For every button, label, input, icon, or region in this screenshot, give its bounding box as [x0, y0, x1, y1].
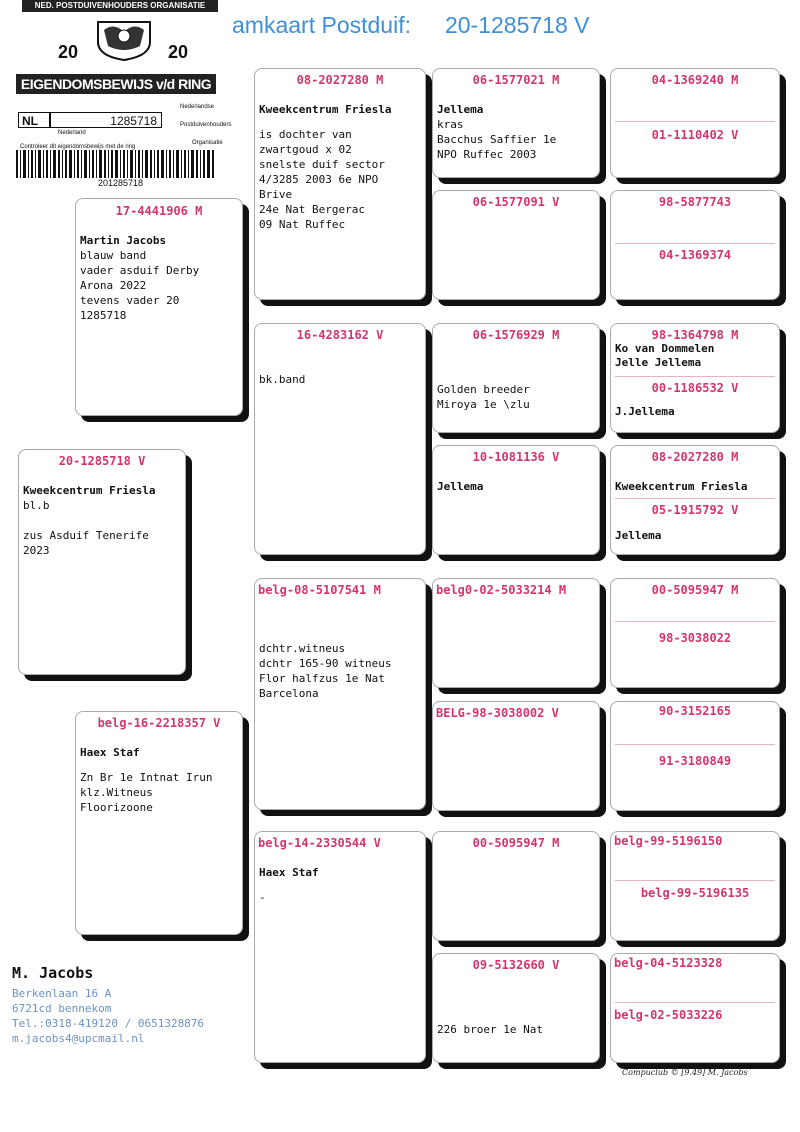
- breeder-name: Ko van Dommelen Jelle Jellema: [615, 342, 715, 369]
- certificate-year-left: 20: [58, 42, 79, 62]
- pigeon-notes: bk.band: [259, 373, 306, 386]
- breeder-name: Jellema: [437, 480, 484, 493]
- pedigree-card-mfm: [432, 701, 600, 811]
- pedigree-card-fff: [432, 68, 600, 178]
- pigeon-notes: -: [259, 891, 266, 904]
- ring-number: 00-5095947 M: [472, 836, 560, 850]
- ownership-certificate: [8, 0, 232, 192]
- ring-number: belg-99-5196135: [640, 886, 750, 900]
- ring-number: 08-2027280 M: [651, 450, 739, 464]
- pigeon-notes: blauw band vader asduif Derby Arona 2022 tevens vader 20 1285718: [80, 249, 200, 322]
- ring-number: 98-3038022: [658, 631, 732, 645]
- ring-number: 06-1577021 M: [472, 73, 560, 87]
- ring-number: 98-5877743: [658, 195, 732, 209]
- certificate-ring-number: 1285718: [50, 112, 162, 128]
- owner-name: M. Jacobs: [12, 964, 94, 982]
- pedigree-card-pair-6: [610, 701, 780, 811]
- ring-number: belg-16-2218357 V: [97, 716, 221, 730]
- pedigree-card-fmf: [432, 323, 600, 433]
- card-divider: [615, 376, 775, 377]
- breeder-name: Jellema: [615, 529, 662, 542]
- ring-number: 00-5095947 M: [651, 583, 739, 597]
- certificate-side-text: Nederlandse: [180, 104, 215, 110]
- title-label: amkaart Postduif:: [232, 12, 411, 38]
- breeder-name: Kweekcentrum Friesla: [615, 480, 748, 493]
- ring-number: belg-99-5196150: [614, 834, 723, 848]
- barcode-number: 201285718: [98, 178, 144, 188]
- pigeon-notes: Zn Br 1e Intnat Irun klz.Witneus Floorizoone: [80, 771, 213, 814]
- pedigree-card-pair-2: [610, 190, 780, 300]
- breeder-name: Kweekcentrum Friesla: [23, 484, 156, 497]
- pedigree-card-mmm: [432, 953, 600, 1063]
- certificate-side-text: Postduivenhouders: [180, 122, 232, 128]
- ring-number: 10-1081136 V: [472, 450, 560, 464]
- country-code: NL: [18, 112, 50, 128]
- ring-number: 91-3180849: [658, 754, 732, 768]
- pigeon-notes: bl.b zus Asduif Tenerife 2023: [23, 499, 149, 557]
- ring-number: 00-1186532 V: [651, 381, 739, 395]
- barcode-icon: [16, 150, 216, 178]
- breeder-name: Haex Staf: [80, 746, 140, 759]
- pedigree-card-fm: [254, 323, 426, 555]
- ring-number: belg-14-2330544 V: [258, 836, 381, 850]
- certificate-banner: EIGENDOMSBEWIJS v/d RING: [16, 74, 216, 94]
- owner-contact: [12, 964, 204, 1046]
- pigeon-notes: kras Bacchus Saffier 1e NPO Ruffec 2003: [437, 118, 557, 161]
- ring-number: belg0-02-5033214 M: [436, 583, 567, 597]
- pigeon-notes: dchtr.witneus dchtr 165-90 witneus Flor halfzus 1e Nat Barcelona: [259, 642, 392, 700]
- ring-number: 06-1576929 M: [472, 328, 560, 342]
- ring-number: 01-1110402 V: [651, 128, 739, 142]
- card-divider: [615, 744, 775, 745]
- page-title: [232, 12, 589, 39]
- pedigree-card-mother: [75, 711, 243, 935]
- pedigree-card-mm: [254, 831, 426, 1063]
- pigeon-notes: 226 broer 1e Nat: [437, 1023, 543, 1036]
- owner-city: 6721cd bennekom: [12, 1002, 112, 1015]
- pedigree-card-pair-1: [610, 68, 780, 178]
- pedigree-card-pair-4: [610, 445, 780, 555]
- footer-credit: Compuclub © [9.49] M. Jacobs: [622, 1068, 748, 1077]
- pedigree-card-pair-3: [610, 323, 780, 433]
- country-name: Nederland: [58, 130, 86, 136]
- ring-number: 16-4283162 V: [296, 328, 384, 342]
- pedigree-card-pair-5: [610, 578, 780, 688]
- pedigree-card-mff: [432, 578, 600, 688]
- ring-number: 08-2027280 M: [296, 73, 384, 87]
- ring-number: belg-08-5107541 M: [258, 583, 381, 597]
- owner-phone: Tel.:0318-419120 / 0651328876: [12, 1017, 205, 1030]
- pigeon-notes: is dochter van zwartgoud x 02 snelste duif sector 4/3285 2003 6e NPO Brive 24e Nat Bergerac 09 Nat Ruffec: [259, 128, 385, 231]
- card-divider: [615, 121, 775, 122]
- card-divider: [615, 880, 775, 881]
- breeder-name: Haex Staf: [259, 866, 319, 879]
- certificate-year-right: 20: [168, 42, 189, 62]
- emblem-icon: [94, 16, 154, 62]
- pedigree-card-father: [75, 198, 243, 416]
- ring-number: 05-1915792 V: [651, 503, 739, 517]
- certificate-note: Controleer dit eigendomsbewijs met de ring: [20, 144, 136, 150]
- ring-number: 17-4441906 M: [115, 204, 203, 218]
- pedigree-card-ff: [254, 68, 426, 300]
- pedigree-card-pair-8: [610, 953, 780, 1063]
- certificate-org: NED. POSTDUIVENHOUDERS ORGANISATIE: [22, 0, 218, 12]
- pedigree-card-subject: [18, 449, 186, 675]
- ring-number: belg-02-5033226: [614, 1008, 723, 1022]
- card-divider: [615, 1002, 775, 1003]
- card-divider: [615, 498, 775, 499]
- pedigree-card-mf: [254, 578, 426, 810]
- pigeon-notes: Golden breeder Miroya 1e \zlu: [437, 383, 530, 411]
- certificate-side-text: Organisatie: [192, 140, 223, 146]
- ring-number: 98-1364798 M: [651, 328, 739, 342]
- ring-number: BELG-98-3038002 V: [436, 706, 559, 720]
- ring-number: 09-5132660 V: [472, 958, 560, 972]
- breeder-name: Jellema: [437, 103, 484, 116]
- ring-number: belg-04-5123328: [614, 956, 723, 970]
- pedigree-card-mmf: [432, 831, 600, 941]
- pedigree-card-pair-7: [610, 831, 780, 941]
- ring-number: 90-3152165: [658, 704, 732, 718]
- pedigree-card-fmm: [432, 445, 600, 555]
- owner-email[interactable]: m.jacobs4@upcmail.nl: [12, 1032, 145, 1045]
- card-divider: [615, 621, 775, 622]
- card-divider: [615, 243, 775, 244]
- title-ring-number: 20-1285718 V: [444, 12, 590, 38]
- ring-number: 04-1369374: [658, 248, 732, 262]
- ring-number: 04-1369240 M: [651, 73, 739, 87]
- breeder-name: Kweekcentrum Friesla: [259, 103, 392, 116]
- breeder-name: J.Jellema: [615, 405, 675, 418]
- breeder-name: Martin Jacobs: [80, 234, 167, 247]
- ring-number: 20-1285718 V: [58, 454, 146, 468]
- pedigree-card-ffm: [432, 190, 600, 300]
- owner-street: Berkenlaan 16 A: [12, 987, 112, 1000]
- ring-number: 06-1577091 V: [472, 195, 560, 209]
